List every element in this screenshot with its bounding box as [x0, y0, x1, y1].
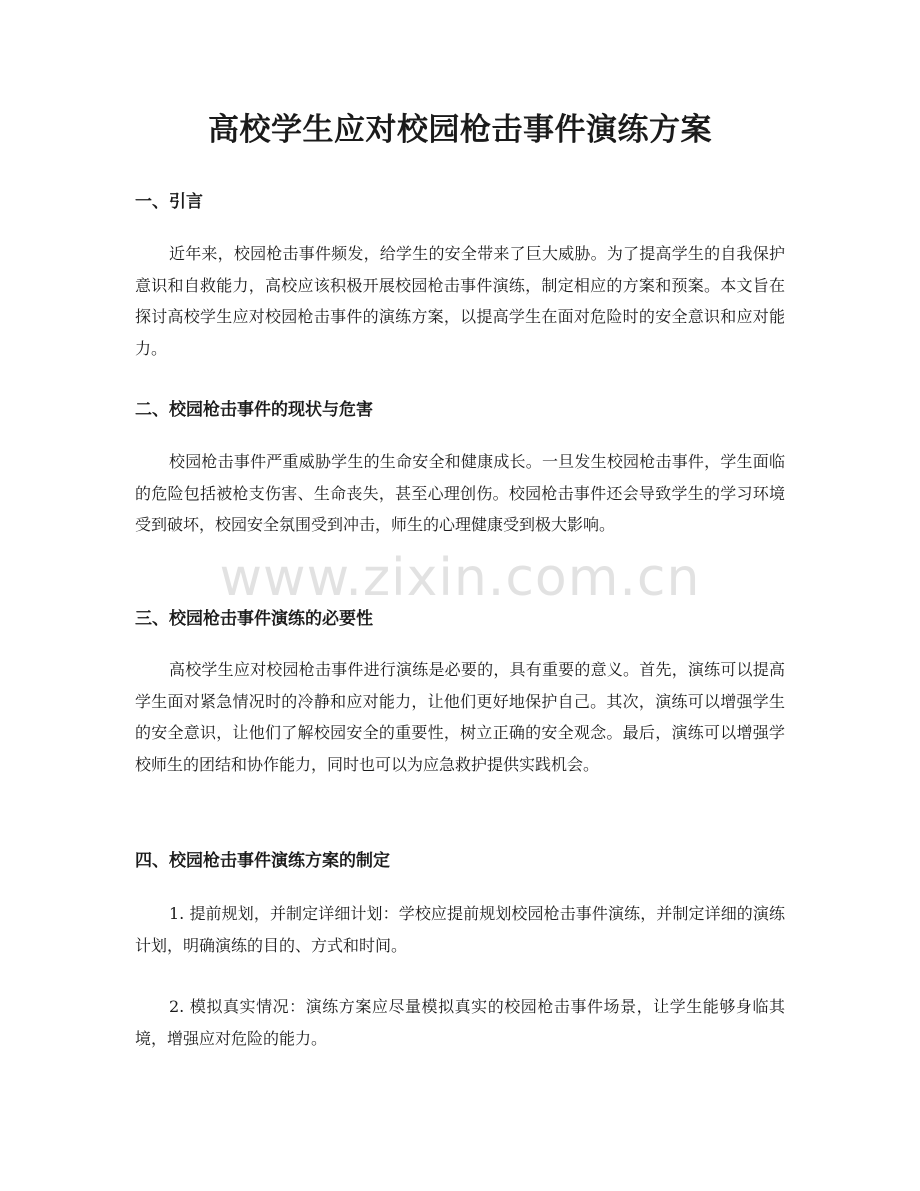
watermark-text: www.zixin.com.cn	[219, 548, 701, 608]
section-heading-plan-formulation: 四、校园枪击事件演练方案的制定	[135, 851, 390, 871]
section-heading-necessity: 三、校园枪击事件演练的必要性	[135, 609, 373, 629]
numbered-item-2: 2. 模拟真实情况：演练方案应尽量模拟真实的校园枪击事件场景，让学生能够身临其境，增强应对危险的能力。	[135, 997, 785, 1048]
document-title: 高校学生应对校园枪击事件演练方案	[208, 112, 712, 148]
numbered-item-1: 1. 提前规划，并制定详细计划：学校应提前规划校园枪击事件演练，并制定详细的演练计划，明确演练的目的、方式和时间。	[135, 904, 785, 955]
section-heading-introduction: 一、引言	[135, 192, 203, 212]
section-paragraph: 高校学生应对校园枪击事件进行演练是必要的，具有重要的意义。首先，演练可以提高学生面对紧急情况时的冷静和应对能力，让他们更好地保护自己。其次，演练可以增强学生的安全意识，让他们了解校园安全的重要性，树立正确的安全观念。最后，演练可以增强学校师生的团结和协作能力，同时也可以为应急救护提供实践机会。	[135, 660, 785, 774]
section-paragraph: 校园枪击事件严重威胁学生的生命安全和健康成长。一旦发生校园枪击事件，学生面临的危险包括被枪支伤害、生命丧失，甚至心理创伤。校园枪击事件还会导致学生的学习环境受到破坏，校园安全氛围受到冲击，师生的心理健康受到极大影响。	[135, 452, 785, 534]
section-heading-status-and-harm: 二、校园枪击事件的现状与危害	[135, 400, 373, 420]
section-paragraph: 近年来，校园枪击事件频发，给学生的安全带来了巨大威胁。为了提高学生的自我保护意识和自救能力，高校应该积极开展校园枪击事件演练，制定相应的方案和预案。本文旨在探讨高校学生应对校园枪击事件的演练方案，以提高学生在面对危险时的安全意识和应对能力。	[135, 244, 785, 358]
